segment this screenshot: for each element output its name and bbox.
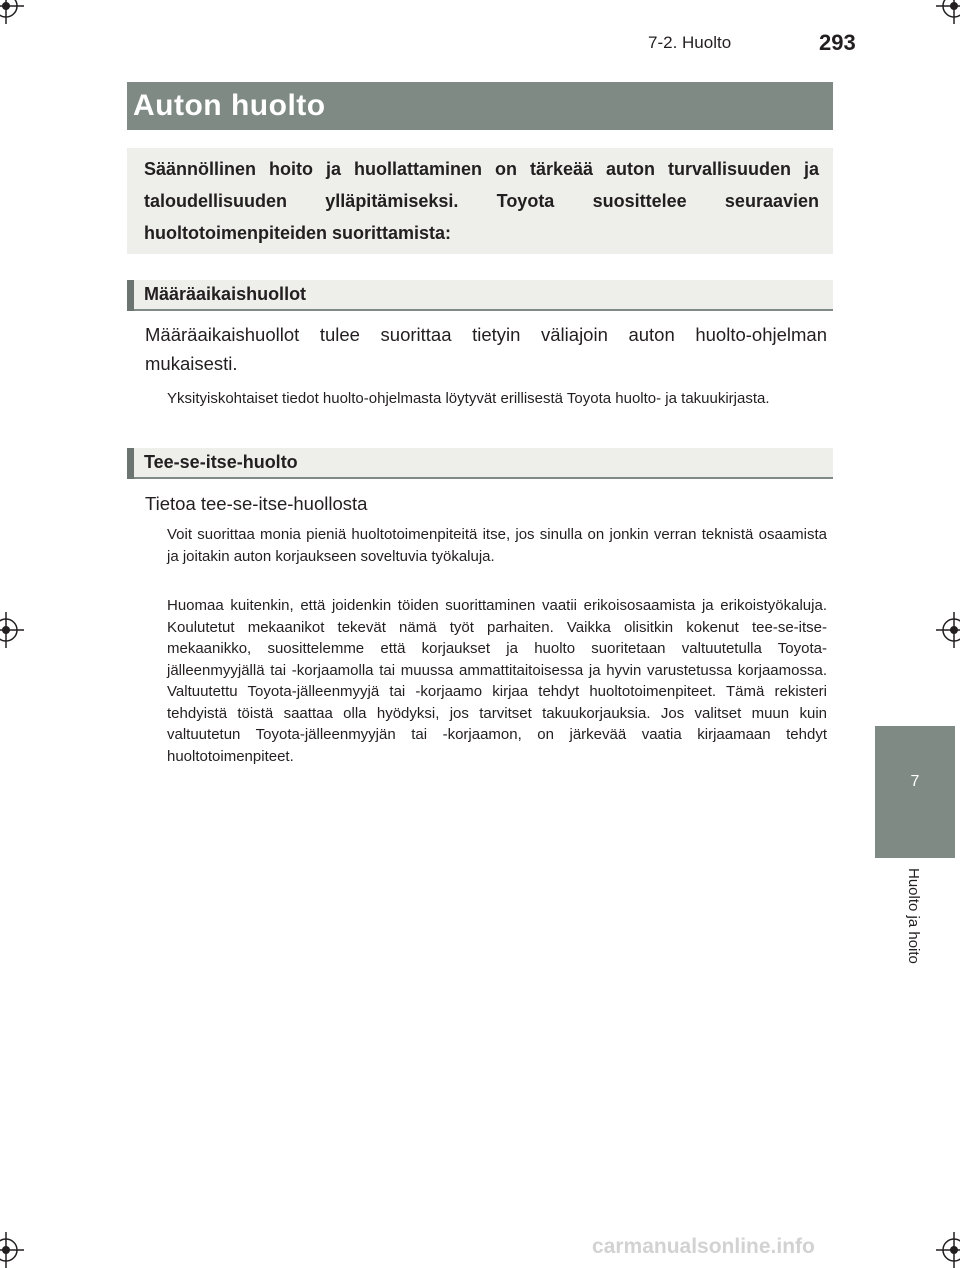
- section-lead: Määräaikaishuollot tulee suorittaa tietyin väliajoin auton huolto-ohjelman mukaisesti.: [145, 324, 827, 374]
- section-marker: [127, 280, 134, 311]
- chapter-tab-number: 7: [910, 773, 920, 790]
- page-title: Auton huolto: [133, 89, 326, 122]
- chapter-tab-label: Huolto ja hoito: [905, 868, 922, 964]
- section-heading-tee-se-itse-huolto: Tee-se-itse-huolto: [144, 452, 298, 472]
- registration-mark-top-right: [936, 0, 960, 24]
- watermark: carmanualsonline.info: [592, 1235, 815, 1258]
- registration-mark-bottom-right: [936, 1232, 960, 1268]
- page-number: 293: [819, 30, 856, 55]
- section-marker: [127, 448, 134, 479]
- header-section-label: 7-2. Huolto: [648, 33, 732, 52]
- section-heading-maaraaikaishuollot: Määräaikaishuollot: [144, 284, 307, 304]
- intro-text: Säännöllinen hoito ja huollattaminen on tärkeää auton turvallisuuden ja taloudellisuuden ylläpitämiseksi. Toyota suosittelee seuraavien huoltotoimenpiteiden suorittamista:: [144, 159, 819, 243]
- chapter-tab: [875, 726, 955, 858]
- section-paragraph: Yksityiskohtaiset tiedot huolto-ohjelmasta löytyvät erillisestä Toyota huolto- ja takuukirjasta.: [167, 390, 770, 407]
- section-paragraph: Voit suorittaa monia pieniä huoltotoimenpiteitä itse, jos sinulla on jonkin verran teknistä osaamista ja joitakin auton korjaukseen soveltuvia työkaluja.: [167, 526, 827, 565]
- registration-mark-mid-left: [0, 612, 24, 648]
- section-lead: Tietoa tee-se-itse-huollosta: [145, 493, 368, 514]
- registration-mark-bottom-left: [0, 1232, 24, 1268]
- section-paragraph: Huomaa kuitenkin, että joidenkin töiden suorittaminen vaatii erikoisosaamista ja erikoistyökaluja. Koulutetut mekaanikot tekevät nämä työt parhaiten. Vaikka olisitkin kokenut tee-se-itse-mekaanikko, suosittelemme että korjaukset ja huolto suoritetaan valtuutetulla Toyota-jälleenmyyjällä tai -korjaamolla tai muussa ammattitaitoisessa ja hyvin varustetussa korjaamossa. Valtuutettu Toyota-jälleenmyyjä tai -korjaamo kirjaa tehdyt huoltotoimenpiteet. Tämä rekisteri tehdyistä töistä saattaa olla hyödyksi, jos tarvitset takuukorjauksia. Jos valitset muun kuin valtuutetun Toyota-jälleenmyyjän tai -korjaamon, on järkevää vaatia kirjaamaan tehdyt huoltotoimenpiteet.: [167, 597, 827, 765]
- registration-mark-top-left: [0, 0, 24, 24]
- registration-mark-mid-right: [936, 612, 960, 648]
